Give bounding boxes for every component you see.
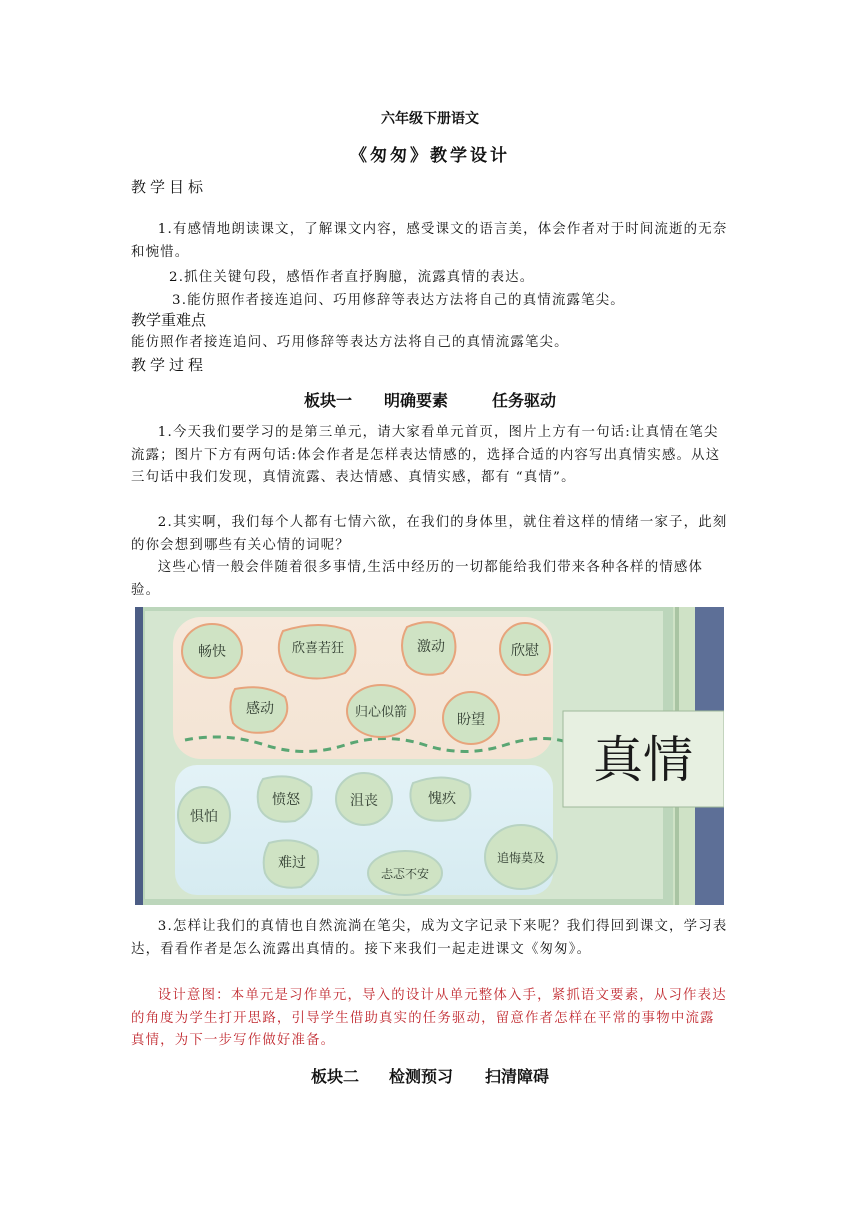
illustration-label: 真情 [593, 731, 693, 789]
illustration-left-edge [135, 607, 143, 905]
grade-label: 六年级下册语文 [381, 111, 479, 127]
goal-item-1 [131, 219, 729, 264]
block1-heading-part2: 明确要素 [383, 391, 448, 410]
goal-item-1-line2: 间流逝的无奈和惋惜。 [131, 222, 728, 260]
word-positive-4: 欣慰 [511, 643, 539, 659]
goal-item-2: 2.抓住关键句段，感悟作者直抒胸臆，流露真情的表达。 [169, 270, 535, 285]
emotion-bubble [336, 773, 392, 825]
emotion-bubble [443, 692, 499, 744]
word-negative-7: 追悔莫及 [496, 851, 546, 865]
block2-heading-part2: 检测预习 [388, 1067, 453, 1086]
word-negative-4: 愧疚 [428, 791, 456, 807]
word-negative-2: 愤怒 [272, 792, 300, 808]
emotion-bubble [347, 685, 415, 737]
block2-heading-part3: 扫清障碍 [485, 1067, 550, 1086]
goal-item-3: 3.能仿照作者接连追问、巧用修辞等表达方法将自己的真情流露笔尖。 [172, 293, 625, 308]
section-heading-process: 教学过程 [131, 356, 208, 374]
emotion-bubble [182, 624, 242, 678]
block1-heading [0, 388, 860, 411]
block2-heading-part1: 板块二 [310, 1067, 359, 1086]
block2-heading [0, 1064, 860, 1087]
emotion-bubble [178, 787, 230, 843]
emotion-bubble [485, 825, 557, 889]
emotion-bubble [230, 687, 287, 733]
block1-heading-part1: 板块一 [303, 391, 352, 410]
emotion-words-illustration [135, 607, 724, 905]
block1-heading-part3: 任务驱动 [492, 391, 557, 410]
emotion-bubble [500, 623, 550, 675]
section-heading-key-points: 教学重难点 [131, 311, 207, 329]
word-negative-1: 惧怕 [190, 809, 218, 825]
word-positive-1: 畅快 [198, 644, 226, 660]
key-points-text: 能仿照作者接连追问、巧用修辞等表达方法将自己的真情流露笔尖。 [131, 335, 569, 350]
emotion-bubble [258, 776, 312, 821]
emotion-bubble [402, 622, 455, 675]
word-positive-6: 归心似箭 [354, 705, 408, 720]
block1-paragraph-2: 2.其实啊，我们每个人都有七情六欲，在我们的身体里，就住着这样的情绪一家子，此刻的你会想到哪些有关心情的词呢？ [131, 515, 728, 553]
word-negative-6: 忐忑不安 [380, 867, 430, 881]
word-positive-3: 激动 [417, 639, 445, 655]
goal-item-1-line1: 1.有感情地朗读课文，了解课文内容，感受课文的语言美，体会作者对于时 [157, 222, 640, 237]
word-negative-5: 难过 [278, 855, 306, 871]
emotion-bubble [264, 840, 319, 887]
emotion-bubble [279, 625, 356, 679]
block1-paragraph-3: 这些心情一般会伴随着很多事情,生活中经历的一切都能给我们带来各种各样的情感体验。 [131, 560, 704, 598]
emotion-bubble [410, 777, 470, 820]
document-title: 《匆匆》教学设计 [350, 146, 510, 166]
word-negative-3: 沮丧 [350, 793, 378, 809]
block1-paragraph-1: 1.今天我们要学习的是第三单元，请大家看单元首页，图片上方有一句话:让真情在笔尖流露；图片下方有两句话:体会作者是怎样表达情感的，选择合适的内容写出真情实感。从这三句话中我们发现，真情流露、表达情感、真情实感，都有 “真情”。 [131, 425, 721, 485]
word-positive-5: 感动 [246, 701, 274, 717]
word-positive-2: 欣喜若狂 [291, 641, 345, 656]
design-intent-note: 设计意图：本单元是习作单元，导入的设计从单元整体入手，紧抓语文要素，从习作表达的角度为学生打开思路，引导学生借助真实的任务驱动，留意作者怎样在平常的事物中流露真情，为下一步写作做好准备。 [131, 988, 727, 1048]
emotion-bubble [368, 851, 442, 895]
section-heading-goals: 教学目标 [131, 178, 208, 196]
word-positive-7: 盼望 [457, 712, 485, 728]
block1-paragraph-4: 3.怎样让我们的真情也自然流淌在笔尖，成为文字记录下来呢？我们得回到课文，学习表达，看看作者是怎么流露出真情的。接下来我们一起走进课文《匆匆》。 [131, 919, 728, 957]
